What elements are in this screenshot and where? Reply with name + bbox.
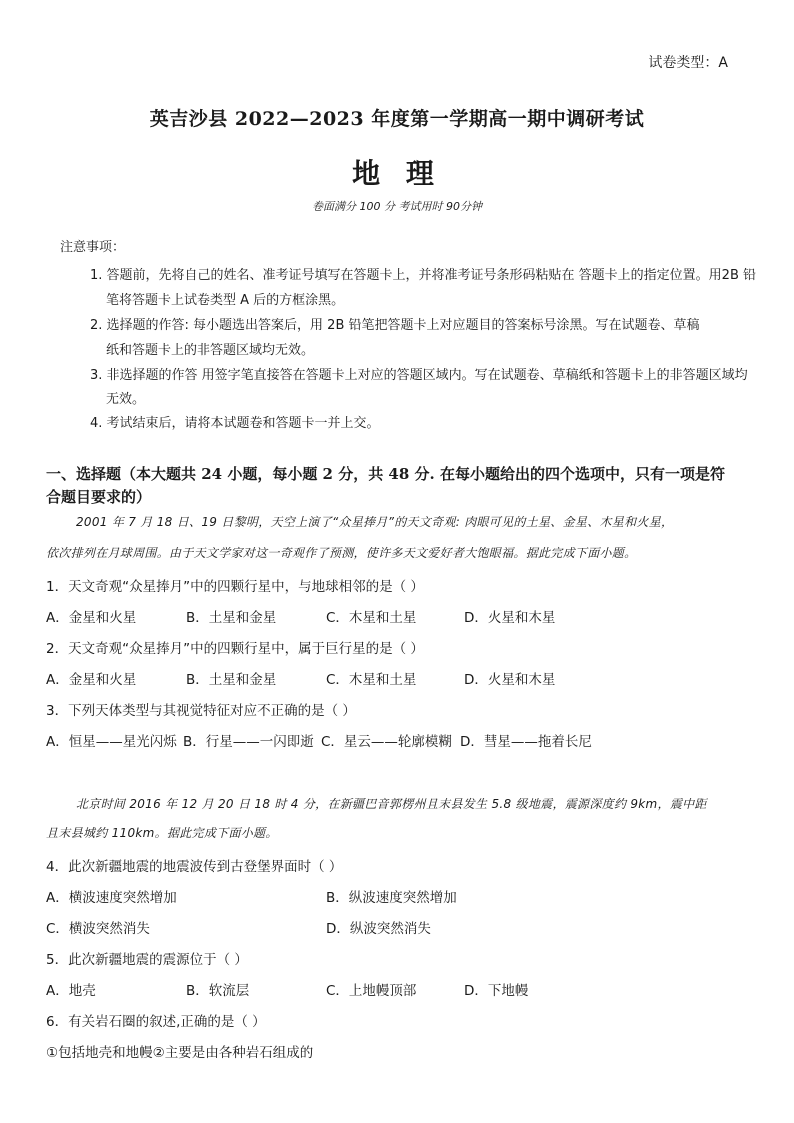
question-4-option-c: C．横波突然消失: [46, 921, 150, 937]
question-1-option-b: B．土星和金星: [186, 610, 277, 626]
notice-title: 注意事项：: [60, 240, 126, 255]
exam-info: 卷面满分 100 分 考试用时 90分钟: [312, 200, 482, 213]
notice-item-2-continued: 纸和答题卡上的非答题区域均无效。: [106, 343, 315, 358]
question-1-option-c: C．木星和土星: [326, 610, 417, 626]
passage-2-line-1: 北京时间 2016 年 12 月 20 日 18 时 4 分，在新疆巴音郭楞州且末县发生 5.8 级地震，震源深度约 9km，震中距: [76, 797, 707, 811]
question-5-option-d: D．下地幔: [464, 983, 529, 999]
question-4-option-d: D．纵波突然消失: [326, 921, 431, 937]
question-6-stem: 6．有关岩石圈的叙述,正确的是（ ）: [46, 1014, 266, 1030]
question-4-option-a: A．横波速度突然增加: [46, 890, 177, 906]
question-4-option-b: B．纵波速度突然增加: [326, 890, 457, 906]
passage-2-line-2: 且末县城约 110km。据此完成下面小题。: [46, 826, 278, 840]
question-3-option-a: A．恒星——星光闪烁: [46, 734, 177, 750]
section-title-continued: 合题目要求的）: [46, 488, 152, 506]
section-title: 一、选择题（本大题共 24 小题，每小题 2 分，共 48 分. 在每小题给出的四个选项中，只有一项是符: [46, 465, 725, 483]
question-5-option-b: B．软流层: [186, 983, 250, 999]
passage-1-line-2: 依次排列在月球周围。由于天文学家对这一奇观作了预测，使许多天文爱好者大饱眼福。据此完成下面小题。: [46, 546, 637, 560]
notice-item-3-continued: 无效。: [106, 392, 146, 407]
notice-item-2: 2. 选择题的作答: 每小题选出答案后，用 2B 铅笔把答题卡上对应题目的答案标号涂黑。写在试题卷、草稿: [90, 318, 700, 333]
question-1-stem: 1．天文奇观“众星捧月”中的四颗行星中，与地球相邻的是（ ）: [46, 579, 424, 595]
question-2-stem: 2．天文奇观“众星捧月”中的四颗行星中，属于巨行星的是（ ）: [46, 641, 424, 657]
question-2-option-c: C．木星和土星: [326, 672, 417, 688]
question-5-option-c: C．上地幔顶部: [326, 983, 417, 999]
question-3-option-b: B．行星——一闪即逝: [183, 734, 314, 750]
question-6-statements: ①包括地壳和地幔②主要是由各种岩石组成的: [46, 1045, 314, 1061]
question-2-option-b: B．土星和金星: [186, 672, 277, 688]
notice-item-3: 3. 非选择题的作答 用签字笔直接答在答题卡上对应的答题区域内。写在试题卷、草稿纸和答题卡上的非答题区域均: [90, 368, 748, 383]
question-3-option-d: D．彗星——拖着长尼: [460, 734, 592, 750]
subject-title: 地 理: [352, 157, 442, 190]
notice-item-1-continued: 笔将答题卡上试卷类型 A 后的方框涂黑。: [106, 293, 345, 308]
question-1-option-d: D．火星和木星: [464, 610, 556, 626]
question-3-option-c: C．星云——轮廓模糊: [321, 734, 452, 750]
notice-item-4: 4. 考试结束后，请将本试题卷和答题卡一并上交。: [90, 416, 380, 431]
question-1-option-a: A．金星和火星: [46, 610, 137, 626]
question-2-option-d: D．火星和木星: [464, 672, 556, 688]
question-5-stem: 5．此次新疆地震的震源位于（ ）: [46, 952, 248, 968]
passage-1-line-1: 2001 年 7 月 18 日、19 日黎明，天空上演了“众星捧月”的天文奇观: 肉眼可见的土星、金星、木星和火星，: [76, 515, 674, 529]
question-5-option-a: A．地壳: [46, 983, 96, 999]
exam-title: 英吉沙县 2022—2023 年度第一学期高一期中调研考试: [149, 108, 645, 130]
question-2-option-a: A．金星和火星: [46, 672, 137, 688]
notice-item-1: 1. 答题前，先将自己的姓名、准考证号填写在答题卡上，并将准考证号条形码粘贴在 答题卡上的指定位置。用2B 铅: [90, 268, 756, 283]
paper-type-label: 试卷类型：A: [648, 55, 728, 71]
question-3-stem: 3．下列天体类型与其视觉特征对应不正确的是（ ）: [46, 703, 356, 719]
question-4-stem: 4．此次新疆地震的地震波传到古登堡界面时（ ）: [46, 859, 343, 875]
